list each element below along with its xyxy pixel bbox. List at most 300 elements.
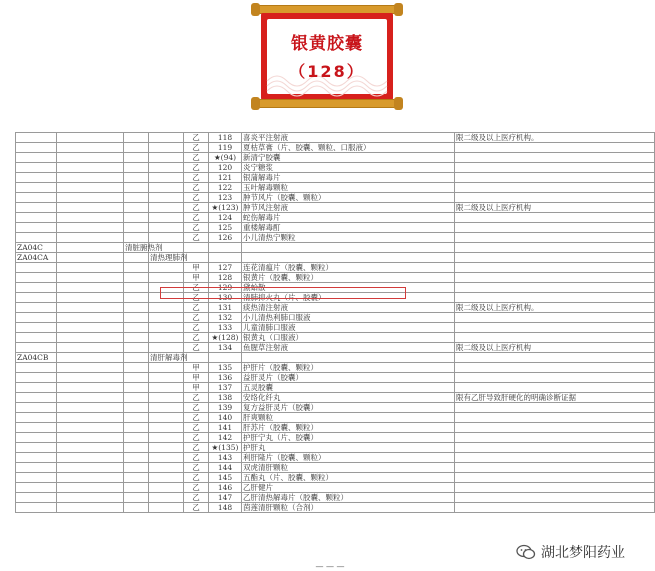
table-row — [16, 303, 655, 313]
table-cell — [455, 143, 655, 153]
table-cell — [149, 503, 184, 513]
table-cell: 乙 — [184, 193, 209, 203]
table-cell: 乙 — [184, 503, 209, 513]
table-cell — [455, 463, 655, 473]
table-cell — [455, 183, 655, 193]
table-cell: 复方益肝灵片（胶囊） — [242, 403, 455, 413]
table-cell — [57, 463, 124, 473]
table-cell — [455, 473, 655, 483]
table-cell — [209, 243, 242, 253]
table-cell: ZA04C — [16, 243, 57, 253]
table-cell — [455, 233, 655, 243]
table-cell: 茵莲清肝颗粒（合剂） — [242, 503, 455, 513]
table-cell — [16, 263, 57, 273]
table-row — [16, 423, 655, 433]
table-cell — [16, 133, 57, 143]
table-cell: 乙 — [184, 313, 209, 323]
table-cell: 肝苏片（胶囊、颗粒） — [242, 423, 455, 433]
table-cell: 肿节风片（胶囊、颗粒） — [242, 193, 455, 203]
table-cell: ZA04CB — [16, 353, 57, 363]
table-cell: 乙 — [184, 293, 209, 303]
table-cell — [149, 233, 184, 243]
table-cell: 乙 — [184, 323, 209, 333]
table-cell: 鱼腥草注射液 — [242, 343, 455, 353]
table-cell — [455, 253, 655, 263]
table-row — [16, 363, 655, 373]
page-title: 银黄胶囊 — [291, 34, 363, 54]
table-cell: 乙 — [184, 453, 209, 463]
table-cell — [455, 163, 655, 173]
table-cell — [124, 343, 149, 353]
table-cell — [57, 493, 124, 503]
table-cell — [124, 293, 149, 303]
table-cell: 乙 — [184, 173, 209, 183]
table-cell: 140 — [209, 413, 242, 423]
table-cell — [242, 353, 455, 363]
table-cell — [16, 213, 57, 223]
table-cell — [57, 273, 124, 283]
page-footer: — — — — [315, 562, 345, 571]
table-cell — [57, 163, 124, 173]
table-cell — [16, 463, 57, 473]
table-cell: 限二级及以上医疗机构 — [455, 203, 655, 213]
table-cell — [455, 483, 655, 493]
table-cell: 乙 — [184, 283, 209, 293]
table-cell — [455, 373, 655, 383]
table-row — [16, 263, 655, 273]
table-cell — [124, 263, 149, 273]
table-cell: 甲 — [184, 263, 209, 273]
table-row — [16, 493, 655, 503]
table-cell: 安络化纤丸 — [242, 393, 455, 403]
table-cell — [455, 453, 655, 463]
table-cell — [455, 353, 655, 363]
table-row — [16, 503, 655, 513]
table-cell — [455, 323, 655, 333]
table-cell — [57, 183, 124, 193]
table-cell — [149, 453, 184, 463]
scroll-rod-bottom — [254, 99, 400, 108]
table-cell: 清热理肺剂 — [150, 252, 188, 262]
table-cell — [57, 293, 124, 303]
table-cell — [455, 283, 655, 293]
table-cell: 128 — [209, 273, 242, 283]
table-row — [16, 243, 655, 253]
table-cell — [124, 453, 149, 463]
table-cell: 144 — [209, 463, 242, 473]
table-cell — [16, 153, 57, 163]
table-cell — [455, 503, 655, 513]
table-cell — [16, 163, 57, 173]
table-cell: 乙 — [184, 163, 209, 173]
table-cell: 乙 — [184, 223, 209, 233]
table-cell: 142 — [209, 433, 242, 443]
table-cell — [124, 233, 149, 243]
table-row — [16, 193, 655, 203]
table-cell — [57, 263, 124, 273]
table-cell: 限二级及以上医疗机构。 — [455, 133, 655, 143]
table-cell: 乙 — [184, 333, 209, 343]
watermark — [516, 542, 625, 562]
table-cell: 129 — [209, 283, 242, 293]
table-cell — [455, 443, 655, 453]
table-row — [16, 273, 655, 283]
table-cell: 148 — [209, 503, 242, 513]
table-cell — [16, 303, 57, 313]
table-cell: 乙 — [184, 213, 209, 223]
table-cell: 130 — [209, 293, 242, 303]
table-cell: 银蒲解毒片 — [242, 173, 455, 183]
table-cell: 连花清瘟片（胶囊、颗粒） — [242, 263, 455, 273]
table-cell — [16, 283, 57, 293]
table-cell: ★(94) — [209, 153, 242, 163]
table-cell — [149, 473, 184, 483]
table-cell — [16, 383, 57, 393]
table-cell — [57, 453, 124, 463]
table-cell: 135 — [209, 363, 242, 373]
table-cell — [57, 383, 124, 393]
table-cell — [57, 323, 124, 333]
table-cell — [57, 353, 124, 363]
table-cell — [57, 303, 124, 313]
table-cell: 益肝灵片（胶囊） — [242, 373, 455, 383]
table-cell — [149, 133, 184, 143]
table-cell — [16, 143, 57, 153]
table-cell: 乙 — [184, 413, 209, 423]
table-cell: 乙 — [184, 493, 209, 503]
table-cell — [124, 403, 149, 413]
table-row — [16, 453, 655, 463]
table-cell: 肿节风注射液 — [242, 203, 455, 213]
table-cell: 炎宁糖浆 — [242, 163, 455, 173]
table-cell — [57, 363, 124, 373]
table-row — [16, 403, 655, 413]
table-cell: 124 — [209, 213, 242, 223]
table-cell: 银黄片（胶囊、颗粒） — [242, 273, 455, 283]
table-cell — [149, 193, 184, 203]
table-cell — [124, 463, 149, 473]
table-cell — [124, 143, 149, 153]
table-cell — [57, 433, 124, 443]
table-cell: 乙 — [184, 233, 209, 243]
table-cell: 新清宁胶囊 — [242, 153, 455, 163]
table-cell: 儿童清肺口服液 — [242, 323, 455, 333]
table-cell — [149, 443, 184, 453]
table-cell — [149, 393, 184, 403]
table-cell — [149, 433, 184, 443]
table-cell — [57, 213, 124, 223]
table-cell: 肝爽颗粒 — [242, 413, 455, 423]
table-cell — [57, 443, 124, 453]
table-cell — [57, 333, 124, 343]
table-cell — [57, 413, 124, 423]
table-row — [16, 143, 655, 153]
table-cell — [16, 313, 57, 323]
table-cell: 乙肝健片 — [242, 483, 455, 493]
table-cell: 136 — [209, 373, 242, 383]
table-cell — [124, 383, 149, 393]
table-cell: 痰热清注射液 — [242, 303, 455, 313]
table-row — [16, 383, 655, 393]
table-row — [16, 223, 655, 233]
table-row — [16, 213, 655, 223]
table-cell: 甲 — [184, 373, 209, 383]
table-cell — [57, 133, 124, 143]
table-cell: 限有乙肝导致肝硬化的明确诊断证据 — [455, 393, 655, 403]
table-cell — [124, 183, 149, 193]
table-row — [16, 483, 655, 493]
scroll-panel-inner — [267, 19, 387, 94]
table-cell: 131 — [209, 303, 242, 313]
table-cell — [149, 463, 184, 473]
table-cell — [16, 203, 57, 213]
table-cell — [455, 313, 655, 323]
table-cell — [16, 453, 57, 463]
table-cell — [124, 173, 149, 183]
table-cell — [149, 403, 184, 413]
table-cell: 五灵胶囊 — [242, 383, 455, 393]
table-cell — [124, 313, 149, 323]
table-cell — [149, 223, 184, 233]
table-cell: 护肝片（胶囊、颗粒） — [242, 363, 455, 373]
table-cell — [209, 253, 242, 263]
table-cell: 乙 — [184, 143, 209, 153]
table-row — [16, 133, 655, 143]
table-cell: 乙 — [184, 303, 209, 313]
table-cell — [124, 153, 149, 163]
table-cell: 146 — [209, 483, 242, 493]
table-cell — [124, 253, 149, 263]
table-cell — [149, 313, 184, 323]
table-cell: 甲 — [184, 363, 209, 373]
table-cell: 126 — [209, 233, 242, 243]
table-cell: 限二级及以上医疗机构。 — [455, 303, 655, 313]
table-cell: 132 — [209, 313, 242, 323]
table-cell — [149, 263, 184, 273]
table-cell — [455, 433, 655, 443]
table-cell: 乙 — [184, 133, 209, 143]
table-cell — [124, 213, 149, 223]
table-cell: 银黄丸（口服液） — [242, 333, 455, 343]
table-row — [16, 443, 655, 453]
table-cell — [149, 493, 184, 503]
table-cell — [149, 343, 184, 353]
table-row — [16, 393, 655, 403]
table-cell — [124, 413, 149, 423]
table-cell — [455, 403, 655, 413]
table-cell — [16, 493, 57, 503]
table-cell — [57, 223, 124, 233]
table-cell — [149, 303, 184, 313]
table-cell: 清肺抑火丸（片、胶囊） — [242, 293, 455, 303]
table-cell: 119 — [209, 143, 242, 153]
table-cell — [57, 313, 124, 323]
table-cell — [16, 323, 57, 333]
table-cell: 139 — [209, 403, 242, 413]
table-cell — [57, 483, 124, 493]
table-cell — [124, 503, 149, 513]
table-cell — [124, 363, 149, 373]
table-cell — [149, 383, 184, 393]
table-cell — [16, 193, 57, 203]
table-cell — [455, 243, 655, 253]
table-cell — [16, 483, 57, 493]
table-cell — [124, 133, 149, 143]
table-cell: ★(123) — [209, 203, 242, 213]
table-cell: 137 — [209, 383, 242, 393]
table-cell — [124, 333, 149, 343]
table-cell — [124, 223, 149, 233]
wechat-icon — [516, 544, 536, 560]
table-cell — [149, 173, 184, 183]
table-cell — [57, 473, 124, 483]
table-row — [16, 473, 655, 483]
table-cell — [149, 213, 184, 223]
table-cell: 乙 — [184, 443, 209, 453]
table-cell — [16, 413, 57, 423]
table-cell — [57, 423, 124, 433]
table-cell — [149, 363, 184, 373]
table-cell — [149, 423, 184, 433]
table-cell — [57, 233, 124, 243]
table-cell — [209, 353, 242, 363]
table-cell — [124, 423, 149, 433]
scroll-panel — [261, 13, 393, 100]
table-cell — [16, 423, 57, 433]
table-row — [16, 203, 655, 213]
table-cell: 夏枯草膏（片、胶囊、颗粒、口服液） — [242, 143, 455, 153]
table-cell — [149, 483, 184, 493]
table-cell: 双虎清肝颗粒 — [242, 463, 455, 473]
table-cell — [149, 323, 184, 333]
table-cell: 五酯丸（片、胶囊、颗粒） — [242, 473, 455, 483]
table-cell: 清肝解毒剂 — [150, 352, 188, 362]
table-cell — [57, 193, 124, 203]
table-cell: 乙 — [184, 393, 209, 403]
table-cell: 118 — [209, 133, 242, 143]
table-cell — [455, 333, 655, 343]
table-cell: 玉叶解毒颗粒 — [242, 183, 455, 193]
table-cell: 134 — [209, 343, 242, 353]
table-cell: 利肝隆片（胶囊、颗粒） — [242, 453, 455, 463]
table-cell: 小儿清热利肺口服液 — [242, 313, 455, 323]
table-row — [16, 233, 655, 243]
table-cell — [124, 443, 149, 453]
table-cell — [57, 393, 124, 403]
table-cell — [16, 473, 57, 483]
table-row — [16, 173, 655, 183]
table-row — [16, 313, 655, 323]
table-cell: 限二级及以上医疗机构 — [455, 343, 655, 353]
table-cell: 喜炎平注射液 — [242, 133, 455, 143]
table-cell: 清脏腑热剂 — [125, 242, 163, 252]
table-cell: ZA04CA — [16, 253, 57, 263]
table-cell — [149, 373, 184, 383]
table-cell — [149, 333, 184, 343]
table-cell — [124, 283, 149, 293]
table-cell — [184, 243, 209, 253]
table-cell: 143 — [209, 453, 242, 463]
table-cell — [455, 363, 655, 373]
table-row — [16, 353, 655, 363]
table-cell: 120 — [209, 163, 242, 173]
table-cell — [16, 293, 57, 303]
watermark-text: 湖北梦阳药业 — [541, 545, 625, 561]
table-row — [16, 463, 655, 473]
table-row — [16, 433, 655, 443]
table-row — [16, 343, 655, 353]
table-row — [16, 333, 655, 343]
table-cell — [57, 243, 124, 253]
table-cell: 122 — [209, 183, 242, 193]
table-cell: 甲 — [184, 383, 209, 393]
table-cell — [149, 183, 184, 193]
table-row — [16, 413, 655, 423]
table-cell: ★(128) — [209, 333, 242, 343]
table-cell — [124, 493, 149, 503]
table-cell: 乙 — [184, 473, 209, 483]
table-cell — [124, 323, 149, 333]
table-cell — [124, 433, 149, 443]
table-cell — [16, 373, 57, 383]
table-cell — [57, 343, 124, 353]
table-cell — [455, 213, 655, 223]
table-cell — [124, 373, 149, 383]
table-cell: 147 — [209, 493, 242, 503]
table-cell — [149, 163, 184, 173]
table-cell — [149, 203, 184, 213]
table-cell — [57, 373, 124, 383]
table-cell — [16, 333, 57, 343]
table-cell — [16, 173, 57, 183]
table-cell: 141 — [209, 423, 242, 433]
table-cell: 乙 — [184, 343, 209, 353]
table-cell — [124, 353, 149, 363]
table-cell: 甲 — [184, 273, 209, 283]
table-cell: 121 — [209, 173, 242, 183]
table-cell — [242, 243, 455, 253]
table-row — [16, 163, 655, 173]
table-cell — [57, 503, 124, 513]
drug-catalog-table — [15, 132, 655, 513]
table-cell — [149, 273, 184, 283]
table-cell — [16, 223, 57, 233]
table-row — [16, 323, 655, 333]
table-cell: 乙 — [184, 483, 209, 493]
table-cell — [455, 423, 655, 433]
table-cell — [16, 363, 57, 373]
table-cell: 重楼解毒酊 — [242, 223, 455, 233]
highlight-box — [160, 287, 406, 299]
title-scroll-banner — [254, 5, 400, 108]
table-cell — [149, 143, 184, 153]
table-cell — [16, 403, 57, 413]
table-row — [16, 183, 655, 193]
table-cell: 乙 — [184, 203, 209, 213]
table-cell — [455, 263, 655, 273]
table-cell — [149, 153, 184, 163]
table-cell: 乙 — [184, 183, 209, 193]
table-cell: ★(135) — [209, 443, 242, 453]
table-cell — [16, 233, 57, 243]
table-cell: 护肝丸 — [242, 443, 455, 453]
table-cell: 乙 — [184, 433, 209, 443]
table-cell — [16, 273, 57, 283]
table-cell — [124, 393, 149, 403]
table-cell — [57, 253, 124, 263]
table-cell: 乙肝清热解毒片（胶囊、颗粒） — [242, 493, 455, 503]
table-cell: 乙 — [184, 423, 209, 433]
